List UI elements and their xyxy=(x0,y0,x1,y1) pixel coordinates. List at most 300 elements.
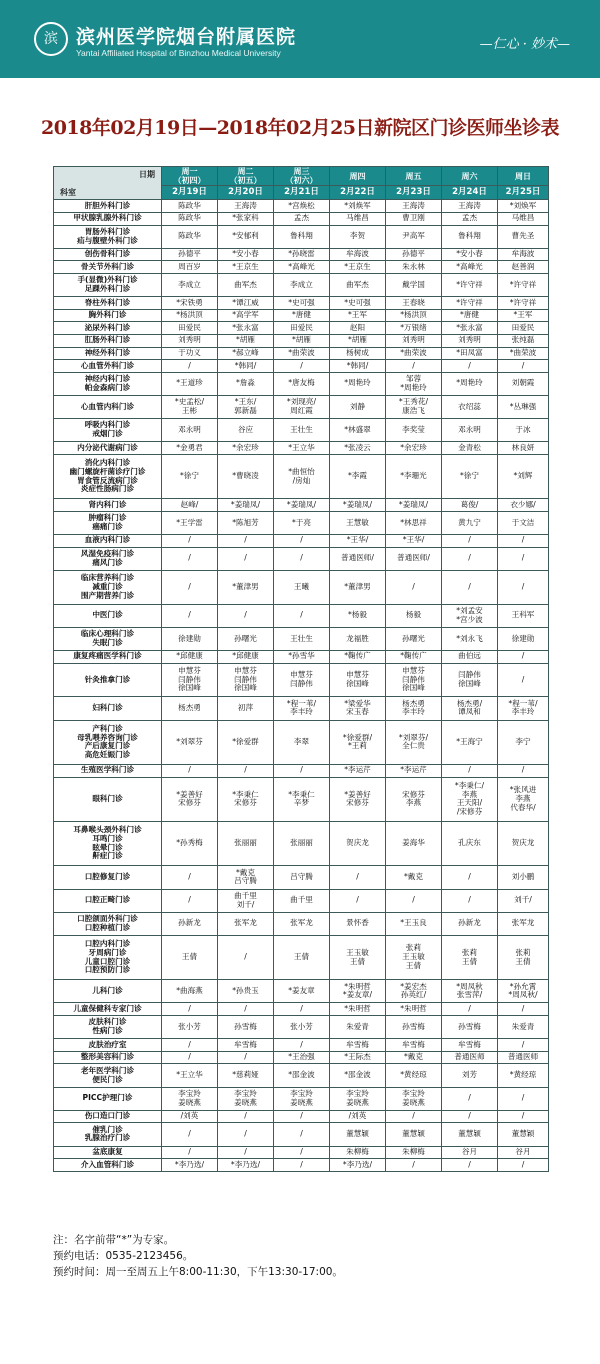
department-name: 帕金森病门诊 xyxy=(84,382,131,392)
department-cell xyxy=(54,297,162,310)
doctor-cell: / xyxy=(162,1123,218,1146)
doctor-cell: 曲伯远 xyxy=(442,650,498,663)
department-name: 肛肠外科门诊 xyxy=(84,335,131,345)
doctor-cell: / xyxy=(498,1039,549,1052)
doctor-cell: 葛俊/ xyxy=(442,499,498,512)
department-name: 疝与腹壁外科门诊 xyxy=(77,235,138,245)
doctor-cell: 孟杰 xyxy=(442,212,498,225)
doctor-cell: *曹晓凌 xyxy=(218,454,274,498)
doctor-cell: *王军 xyxy=(498,309,549,322)
department-name: 盆底康复 xyxy=(92,1147,123,1157)
doctor-cell: / xyxy=(162,1039,218,1052)
department-name: 创伤骨科门诊 xyxy=(84,249,131,259)
doctor-cell: 闫静伟 徐国峰 xyxy=(442,663,498,697)
doctor-cell: 孟杰 xyxy=(274,212,330,225)
doctor-cell: 曲千里 xyxy=(274,889,330,912)
doctor-cell: 张莉 王倩 xyxy=(442,935,498,979)
doctor-cell: 衣绍蕊 xyxy=(442,395,498,418)
doctor-cell: 杨树成 xyxy=(330,347,386,360)
department-name: 炎症性肠病门诊 xyxy=(80,484,135,494)
doctor-cell: *王治强 xyxy=(274,1051,330,1064)
doctor-cell: *王军 xyxy=(330,309,386,322)
date-header: 2月22日 xyxy=(330,186,386,200)
table-row xyxy=(54,372,549,395)
table-row xyxy=(54,360,549,373)
department-name: 幽门螺旋杆菌诊疗门诊 xyxy=(69,466,146,476)
table-row xyxy=(54,1110,549,1123)
day-header: 周三 （初六） xyxy=(274,167,330,186)
department-name: PICC护理门诊 xyxy=(82,1093,133,1103)
doctor-cell: *万银绪 xyxy=(386,322,442,335)
doctor-cell: 朱爱青 xyxy=(330,1016,386,1039)
doctor-cell: 张军龙 xyxy=(218,912,274,935)
department-name: 戒烟门诊 xyxy=(92,429,123,439)
table-row xyxy=(54,604,549,627)
table-row xyxy=(54,935,549,979)
doctor-cell: / xyxy=(162,1003,218,1016)
doctor-cell: 王海涛 xyxy=(218,200,274,213)
doctor-cell: / xyxy=(218,1110,274,1123)
department-cell xyxy=(54,627,162,650)
department-name: 乳腺治疗门诊 xyxy=(84,1133,131,1143)
corner-header xyxy=(54,167,162,200)
department-name: 血液内科门诊 xyxy=(84,535,131,545)
table-row xyxy=(54,821,549,865)
date-header: 2月23日 xyxy=(386,186,442,200)
doctor-cell: / xyxy=(330,889,386,912)
doctor-cell: 李宝羚 姜晓燕 xyxy=(386,1087,442,1110)
doctor-cell: 刘芳 xyxy=(442,1064,498,1087)
doctor-cell: / xyxy=(218,1003,274,1016)
doctor-cell: / xyxy=(498,1159,549,1172)
doctor-cell: 曲千里 刘千/ xyxy=(218,889,274,912)
doctor-cell: 张丽丽 xyxy=(274,821,330,865)
doctor-cell: *姜瑞凤/ xyxy=(274,499,330,512)
doctor-cell: *郝立峰 xyxy=(218,347,274,360)
doctor-cell: *姜宏杰 孙英红/ xyxy=(386,980,442,1003)
department-name: 催乳门诊 xyxy=(92,1124,123,1134)
doctor-cell: 杨毅 xyxy=(386,604,442,627)
table-row xyxy=(54,499,549,512)
doctor-cell: *王际杰 xyxy=(330,1051,386,1064)
department-name: 皮肤治疗室 xyxy=(88,1039,127,1049)
doctor-cell: / xyxy=(386,360,442,373)
schedule-body xyxy=(54,200,549,1171)
doctor-cell: / xyxy=(218,1146,274,1159)
doctor-cell: 陈政华 xyxy=(162,225,218,248)
doctor-cell: *王京生 xyxy=(218,261,274,274)
schedule-title: 2018年02月19日—2018年02月25日新院区门诊医师坐诊表 xyxy=(40,117,560,139)
doctor-cell: *许守祥 xyxy=(442,273,498,296)
doctor-cell: 申慧芬 闫静伟 xyxy=(274,663,330,697)
doctor-cell: *邱健康 xyxy=(162,650,218,663)
doctor-cell: 朱柳梅 xyxy=(330,1146,386,1159)
doctor-cell: 普通医师/ xyxy=(330,547,386,570)
doctor-cell: / xyxy=(274,604,330,627)
doctor-cell: 曲军杰 xyxy=(330,273,386,296)
department-name: 中医门诊 xyxy=(92,610,123,620)
doctor-cell: *许守祥 xyxy=(498,297,549,310)
doctor-cell: 杨杰勇 李丰玲 xyxy=(386,697,442,720)
doctor-cell: *高峰光 xyxy=(442,261,498,274)
department-name: 胃食管反流病门诊 xyxy=(77,475,138,485)
doctor-cell: / xyxy=(162,535,218,548)
day-header: 周五 xyxy=(386,167,442,186)
doctor-cell: *邱健康 xyxy=(218,650,274,663)
department-cell xyxy=(54,454,162,498)
department-name: 性病门诊 xyxy=(92,1026,123,1036)
doctor-cell: *林思祥 xyxy=(386,511,442,534)
doctor-cell: *李霞 xyxy=(330,454,386,498)
doctor-cell: *史可强 xyxy=(330,297,386,310)
doctor-cell: 王倩 xyxy=(274,935,330,979)
doctor-cell: 陈政华 xyxy=(162,212,218,225)
table-row xyxy=(54,1016,549,1039)
department-name: 内分泌代谢病门诊 xyxy=(77,442,138,452)
doctor-cell: 于冰 xyxy=(498,419,549,442)
doctor-cell: / xyxy=(442,360,498,373)
doctor-cell: 田爱民 xyxy=(498,322,549,335)
doctor-cell: / xyxy=(442,866,498,889)
doctor-cell: / xyxy=(442,535,498,548)
doctor-cell: 孙雪梅 xyxy=(218,1016,274,1039)
doctor-cell: *张永富 xyxy=(218,322,274,335)
department-cell xyxy=(54,360,162,373)
table-row xyxy=(54,273,549,296)
doctor-cell: 刘静 xyxy=(330,395,386,418)
doctor-cell: *王京生 xyxy=(330,261,386,274)
doctor-cell: *王海宁 xyxy=(442,720,498,764)
doctor-cell: *李秉仁/ 李燕 王天阳/ /宋修芬 xyxy=(442,777,498,821)
doctor-cell: 周百岁 xyxy=(162,261,218,274)
department-name: 眩晕门诊 xyxy=(92,842,123,852)
doctor-cell: *余宏珍 xyxy=(386,442,442,455)
doctor-cell: 戴学国 xyxy=(386,273,442,296)
department-name: 耳鼻喉头颈外科门诊 xyxy=(73,825,142,835)
doctor-cell: 初萍 xyxy=(218,697,274,720)
department-name: 手(显微)外科门诊 xyxy=(77,275,138,285)
doctor-cell: *李乃选/ xyxy=(162,1159,218,1172)
doctor-cell: *张凌云 xyxy=(330,442,386,455)
doctor-cell: 刘小鹏 xyxy=(498,866,549,889)
doctor-cell: 孙曙光 xyxy=(218,627,274,650)
doctor-cell: *陈旭芳 xyxy=(218,511,274,534)
doctor-cell: *李乃选/ xyxy=(330,1159,386,1172)
department-cell xyxy=(54,935,162,979)
doctor-cell: *姜善好 宋修芬 xyxy=(162,777,218,821)
doctor-cell: *李珊光 xyxy=(386,454,442,498)
doctor-cell: /刘英 xyxy=(162,1110,218,1123)
doctor-cell: 朱爱青 xyxy=(498,1016,549,1039)
doctor-cell: 刘朝霞 xyxy=(498,372,549,395)
doctor-cell: *戴克 xyxy=(386,866,442,889)
doctor-cell: / xyxy=(274,1039,330,1052)
doctor-cell: 牟雪梅 xyxy=(386,1039,442,1052)
day-header: 周一 （初四） xyxy=(162,167,218,186)
doctor-cell: 宋修芬 李燕 xyxy=(386,777,442,821)
doctor-cell: 王壮生 xyxy=(274,419,330,442)
doctor-cell: *周艳玲 xyxy=(442,372,498,395)
doctor-cell: / xyxy=(218,1123,274,1146)
department-name: 呼吸内科门诊 xyxy=(84,420,131,430)
doctor-cell: 李奖莹 xyxy=(386,419,442,442)
department-cell xyxy=(54,697,162,720)
doctor-cell: 张军龙 xyxy=(498,912,549,935)
table-row xyxy=(54,261,549,274)
department-name: 胸外科门诊 xyxy=(88,310,127,320)
hospital-name-cn: 滨州医学院烟台附属医院 xyxy=(76,26,297,48)
table-row xyxy=(54,663,549,697)
doctor-cell: 龙福胜 xyxy=(330,627,386,650)
department-name: 消化内科门诊 xyxy=(84,458,131,468)
doctor-cell: *姜瑞凤/ xyxy=(218,499,274,512)
doctor-cell: *韩同/ xyxy=(218,360,274,373)
table-row xyxy=(54,764,549,777)
doctor-cell: 申慧芬 闫静伟 徐国峰 xyxy=(162,663,218,697)
department-cell xyxy=(54,347,162,360)
day-header: 周六 xyxy=(442,167,498,186)
doctor-cell: 李宝羚 姜晓燕 xyxy=(330,1087,386,1110)
doctor-cell: / xyxy=(442,764,498,777)
doctor-cell: *刘翠芬/ 全仁贵 xyxy=(386,720,442,764)
department-name: 康复疼痛医学科门诊 xyxy=(73,651,142,661)
doctor-cell: 牟雪梅 xyxy=(442,1039,498,1052)
doctor-cell: / xyxy=(274,1146,330,1159)
doctor-cell: / xyxy=(162,866,218,889)
doctor-cell: 贺庆龙 xyxy=(330,821,386,865)
department-name: 母乳喂养咨询门诊 xyxy=(77,732,138,742)
department-name: 妇科门诊 xyxy=(92,703,123,713)
department-name: 整形美容科门诊 xyxy=(80,1052,135,1062)
doctor-cell: 董慧颖 xyxy=(498,1123,549,1146)
department-cell xyxy=(54,912,162,935)
department-name: 口腔正畸门诊 xyxy=(84,895,131,905)
doctor-cell: 姜海华 xyxy=(386,821,442,865)
department-name: 伤口造口门诊 xyxy=(84,1111,131,1121)
doctor-cell: / xyxy=(386,570,442,604)
department-name: 泌尿外科门诊 xyxy=(84,322,131,332)
department-name: 高危妊娠门诊 xyxy=(84,749,131,759)
department-cell xyxy=(54,225,162,248)
doctor-cell: / xyxy=(218,935,274,979)
table-row xyxy=(54,347,549,360)
doctor-cell: / xyxy=(386,889,442,912)
doctor-cell: *曲荣波 xyxy=(498,347,549,360)
doctor-cell: 谷月 xyxy=(442,1146,498,1159)
doctor-cell: / xyxy=(218,547,274,570)
doctor-cell: 赵善润 xyxy=(498,261,549,274)
doctor-cell: *宋铁勇 xyxy=(162,297,218,310)
doctor-cell: 张丽丽 xyxy=(218,821,274,865)
table-row xyxy=(54,309,549,322)
doctor-cell: 朱柳梅 xyxy=(386,1146,442,1159)
department-name: 皮肤科门诊 xyxy=(88,1017,127,1027)
header-banner xyxy=(0,0,600,78)
department-cell xyxy=(54,1064,162,1087)
table-row xyxy=(54,866,549,889)
department-name: 肝胆外科门诊 xyxy=(84,200,131,210)
doctor-cell: / xyxy=(218,764,274,777)
doctor-cell: 张小芳 xyxy=(274,1016,330,1039)
table-row xyxy=(54,1087,549,1110)
department-name: 风湿免疫科门诊 xyxy=(80,548,135,558)
doctor-cell: 王玉敏 王倩 xyxy=(330,935,386,979)
department-cell xyxy=(54,821,162,865)
doctor-cell: / xyxy=(274,360,330,373)
table-row xyxy=(54,547,549,570)
doctor-cell: *王华/ xyxy=(330,535,386,548)
doctor-cell: / xyxy=(274,764,330,777)
day-header: 周四 xyxy=(330,167,386,186)
doctor-cell: 杨杰勇/ 谭凤和 xyxy=(442,697,498,720)
department-cell xyxy=(54,889,162,912)
doctor-cell: 田爱民 xyxy=(274,322,330,335)
department-name: 围产期营养门诊 xyxy=(80,590,135,600)
doctor-cell: / xyxy=(498,570,549,604)
doctor-cell: 刘秀明 xyxy=(162,334,218,347)
department-cell xyxy=(54,570,162,604)
department-name: 眼科门诊 xyxy=(92,793,123,803)
doctor-cell: 邓永明 xyxy=(162,419,218,442)
doctor-cell: *姜友章 xyxy=(274,980,330,1003)
doctor-cell: / xyxy=(274,1003,330,1016)
doctor-cell: 赵峰/ xyxy=(162,499,218,512)
department-name: 心血管内科门诊 xyxy=(80,401,135,411)
doctor-cell: 张小芳 xyxy=(162,1016,218,1039)
doctor-cell: *王玉良 xyxy=(386,912,442,935)
department-name: 儿科门诊 xyxy=(92,986,123,995)
department-name: 临床营养科门诊 xyxy=(80,573,135,583)
doctor-cell: 李宝羚 姜晓燕 xyxy=(162,1087,218,1110)
doctor-cell: *杨洪顶 xyxy=(386,309,442,322)
doctor-cell: *张风进 李燕 代春华/ xyxy=(498,777,549,821)
department-name: 口腔内科门诊 xyxy=(84,939,131,949)
doctor-cell: *王立华 xyxy=(162,1064,218,1087)
department-cell xyxy=(54,511,162,534)
doctor-cell: 张莉 王倩 xyxy=(498,935,549,979)
doctor-cell: 孔庆东 xyxy=(442,821,498,865)
doctor-cell: 孙雪梅 xyxy=(386,1016,442,1039)
doctor-cell: *姜善好 宋修芬 xyxy=(330,777,386,821)
doctor-cell: *黄经琼 xyxy=(386,1064,442,1087)
doctor-cell: *李运芹 xyxy=(386,764,442,777)
department-name: 生殖医学科门诊 xyxy=(80,765,135,775)
doctor-cell: *孙秀梅 xyxy=(162,821,218,865)
table-row xyxy=(54,248,549,261)
schedule-table xyxy=(53,166,549,1172)
doctor-cell: *朱明哲 xyxy=(386,1003,442,1016)
department-cell xyxy=(54,1003,162,1016)
doctor-cell: / xyxy=(442,889,498,912)
doctor-cell: *于亮 xyxy=(274,511,330,534)
doctor-cell: *高峰光 xyxy=(274,261,330,274)
doctor-cell: 普通医师 xyxy=(498,1051,549,1064)
department-cell xyxy=(54,1039,162,1052)
table-row xyxy=(54,334,549,347)
doctor-cell: *丛琳强 xyxy=(498,395,549,418)
doctor-cell: / xyxy=(498,1003,549,1016)
doctor-cell: / xyxy=(498,663,549,697)
doctor-cell: / xyxy=(218,604,274,627)
doctor-cell: 孙雪梅 xyxy=(442,1016,498,1039)
doctor-cell: / xyxy=(274,1123,330,1146)
doctor-cell: 衣少娜/ xyxy=(498,499,549,512)
table-row xyxy=(54,225,549,248)
doctor-cell: *戴克 吕守腾 xyxy=(218,866,274,889)
doctor-cell: / xyxy=(498,1087,549,1110)
note-phone: 预约电话：0535-2123456。 xyxy=(53,1250,194,1262)
department-name: 神经内科门诊 xyxy=(84,374,131,384)
doctor-cell: *曲荣波 xyxy=(386,347,442,360)
department-name: 口腔种植门诊 xyxy=(84,922,131,932)
doctor-cell: / xyxy=(442,1003,498,1016)
doctor-cell: *李运芹 xyxy=(330,764,386,777)
department-cell xyxy=(54,248,162,261)
doctor-cell: / xyxy=(386,1110,442,1123)
department-name: 足踝外科门诊 xyxy=(84,284,131,294)
doctor-cell: / xyxy=(498,547,549,570)
corner-dept-label: 科室 xyxy=(60,188,76,198)
department-cell xyxy=(54,1051,162,1064)
doctor-cell: *刘永飞 xyxy=(442,627,498,650)
doctor-cell: 林良妍 xyxy=(498,442,549,455)
doctor-cell: *姜瑞凤/ xyxy=(386,499,442,512)
doctor-cell: / xyxy=(442,1087,498,1110)
doctor-cell: / xyxy=(162,889,218,912)
table-row xyxy=(54,1159,549,1172)
table-row xyxy=(54,889,549,912)
doctor-cell: 贺庆龙 xyxy=(498,821,549,865)
doctor-cell: *詹淼 xyxy=(218,372,274,395)
table-row xyxy=(54,1123,549,1146)
hospital-name-en: Yantai Affiliated Hospital of Binzhou Medical University xyxy=(76,48,281,58)
doctor-cell: / xyxy=(162,764,218,777)
department-name: 口腔预防门诊 xyxy=(84,965,131,975)
doctor-cell: / xyxy=(442,1159,498,1172)
doctor-cell: 田爱民 xyxy=(162,322,218,335)
doctor-cell: *宫焕松 xyxy=(274,200,330,213)
doctor-cell: *田凤富 xyxy=(442,347,498,360)
doctor-cell: *林盛翠 xyxy=(330,419,386,442)
doctor-cell: *曲荣波 xyxy=(274,347,330,360)
department-cell xyxy=(54,1146,162,1159)
doctor-cell: *杨洪顶 xyxy=(162,309,218,322)
date-header: 2月21日 xyxy=(274,186,330,200)
doctor-cell: / xyxy=(498,535,549,548)
table-row xyxy=(54,297,549,310)
doctor-cell: *董津男 xyxy=(330,570,386,604)
doctor-cell: 张军龙 xyxy=(274,912,330,935)
doctor-cell: / xyxy=(442,547,498,570)
doctor-cell: 牟海波 xyxy=(330,248,386,261)
footer-notes xyxy=(53,1232,343,1280)
doctor-cell: 王科军 xyxy=(498,604,549,627)
department-name: 临床心理科门诊 xyxy=(80,629,135,639)
doctor-cell: / xyxy=(162,547,218,570)
doctor-cell: 董慧颖 xyxy=(442,1123,498,1146)
doctor-cell: / xyxy=(162,604,218,627)
doctor-cell: 李宁 xyxy=(498,720,549,764)
doctor-cell: 申慧芬 徐国峰 xyxy=(330,663,386,697)
doctor-cell: *韩同/ xyxy=(330,360,386,373)
doctor-cell: 马维昌 xyxy=(498,212,549,225)
doctor-cell: / xyxy=(274,547,330,570)
department-name: 心血管外科门诊 xyxy=(80,360,135,370)
doctor-cell: 李宝羚 姜晓燕 xyxy=(274,1087,330,1110)
department-cell xyxy=(54,499,162,512)
date-header: 2月20日 xyxy=(218,186,274,200)
department-cell xyxy=(54,372,162,395)
